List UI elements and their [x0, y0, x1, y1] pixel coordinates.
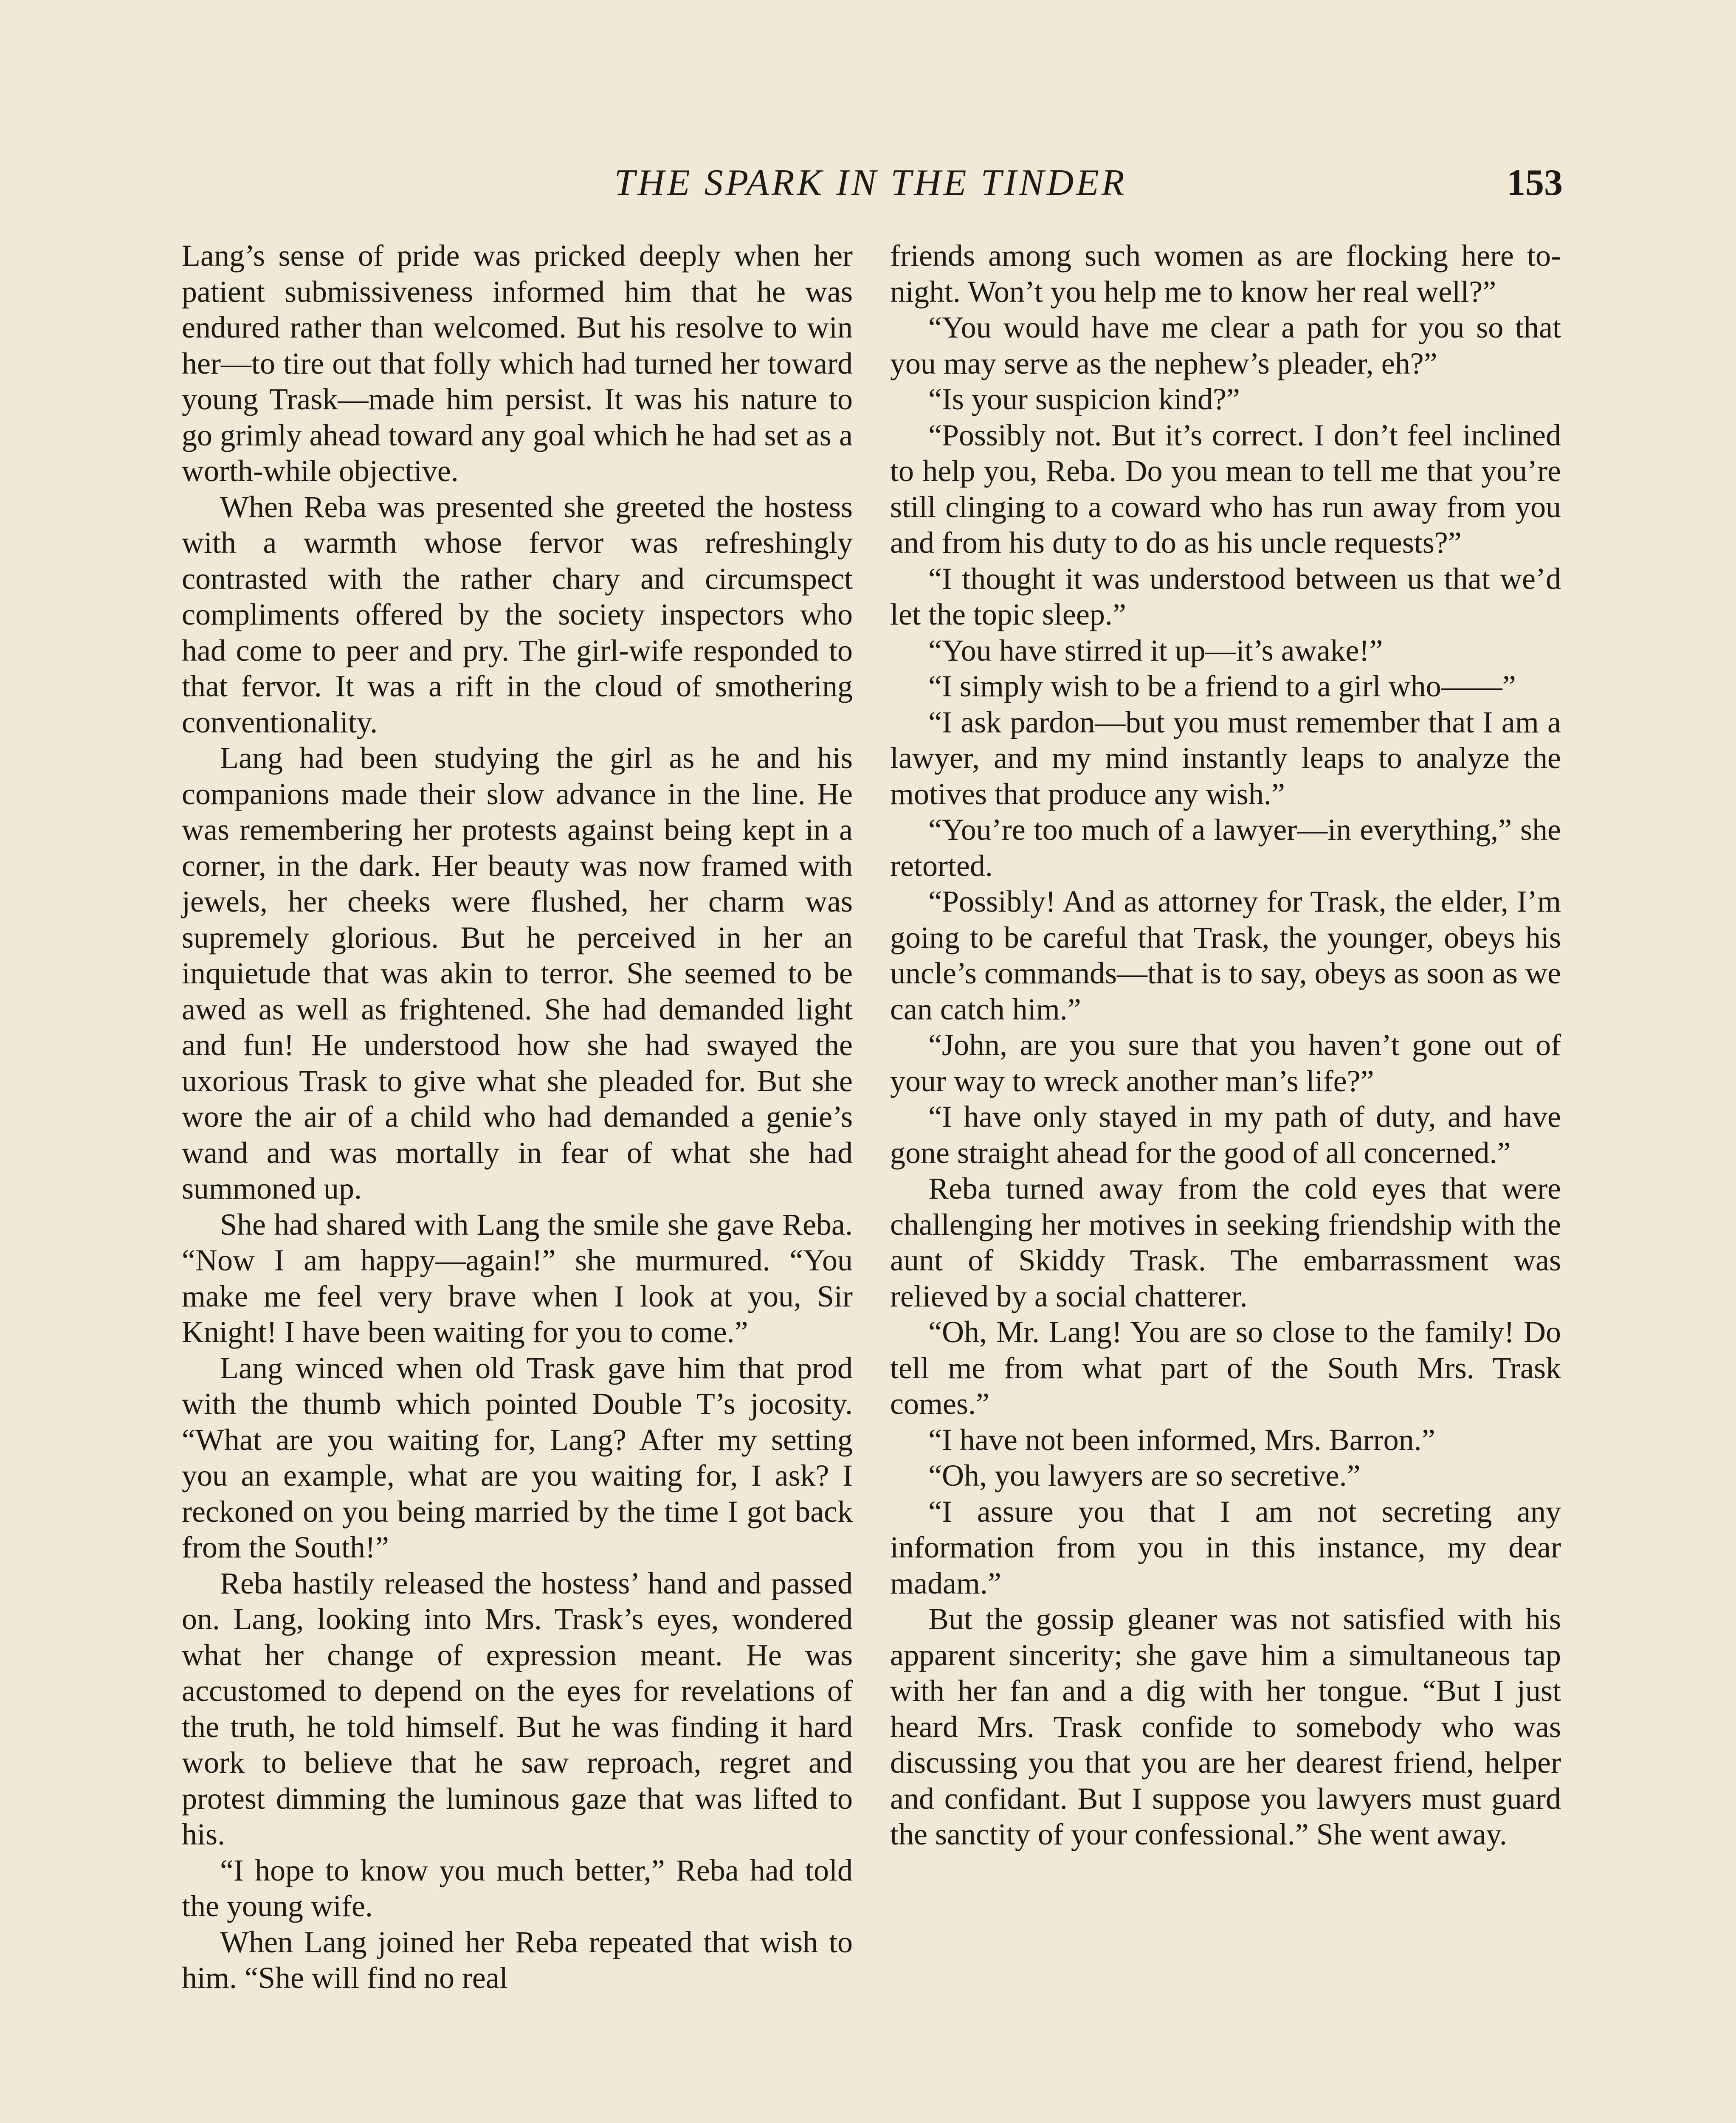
paragraph: She had shared with Lang the smile she gave Reba. “Now I am happy—again!” she murmured. “You make me feel very brave when I look at you, Sir Knight! I have been waiting for you to come.”	[182, 1207, 853, 1349]
paragraph: friends among such women as are flocking here to-night. Won’t you help me to know her real well?”	[890, 239, 1561, 309]
paragraph: “Possibly! And as attorney for Trask, the elder, I’m going to be careful that Trask, the younger, obeys his uncle’s commands—that is to say, obeys as soon as we can catch him.”	[890, 884, 1561, 1026]
paragraph: Lang had been studying the girl as he and his companions made their slow advance in the line. He was remembering her protests against being kept in a corner, in the dark. Her beauty was now framed with jewels, her cheeks were flushed, her charm was supremely glorious. But he perceived in her an inquietude that was akin to terror. She seemed to be awed as well as frightened. She had demanded light and fun! He understood how she had swayed the uxorious Trask to give what she pleaded for. But she wore the air of a child who had demanded a genie’s wand and was mortally in fear of what she had summoned up.	[182, 741, 853, 1205]
paragraph: When Lang joined her Reba repeated that wish to him. “She will find no real	[182, 1925, 853, 1995]
paragraph: But the gossip gleaner was not satisfied with his apparent sincerity; she gave him a simultaneous tap with her fan and a dig with her tongue. “But I just heard Mrs. Trask confide to somebody who was discussing you that you are her dearest friend, helper and confidant. But I suppose you lawyers must guard the sanctity of your confessional.” She went away.	[890, 1602, 1561, 1851]
paragraph: “I have only stayed in my path of duty, and have gone straight ahead for the good of all concerned.”	[890, 1100, 1561, 1170]
paragraph: Reba hastily released the hostess’ hand and passed on. Lang, looking into Mrs. Trask’s eyes, wondered what her change of expression meant. He was accustomed to depend on the eyes for revelations of the truth, he told himself. But he was finding it hard work to believe that he saw reproach, regret and protest dimming the luminous gaze that was lifted to his.	[182, 1566, 853, 1851]
paragraph: “Possibly not. But it’s correct. I don’t feel inclined to help you, Reba. Do you mean to tell me that you’re still clinging to a coward who has run away from you and from his duty to do as his uncle requests?”	[890, 418, 1561, 560]
paragraph: “I hope to know you much better,” Reba had told the young wife.	[182, 1853, 853, 1923]
paragraph: “You have stirred it up—it’s awake!”	[928, 633, 1383, 667]
running-title: THE SPARK IN THE TINDER	[614, 162, 1127, 203]
paragraph: “Is your suspicion kind?”	[928, 382, 1240, 416]
paragraph: “Oh, Mr. Lang! You are so close to the family! Do tell me from what part of the South Mrs. Trask comes.”	[890, 1315, 1561, 1421]
paragraph: “I assure you that I am not secreting any information from you in this instance, my dear madam.”	[890, 1494, 1561, 1600]
paragraph: “I simply wish to be a friend to a girl who——”	[928, 669, 1516, 703]
paragraph: Lang’s sense of pride was pricked deeply when her patient submissiveness informed him that he was endured rather than welcomed. But his resolve to win her—to tire out that folly which had turned her toward young Trask—made him persist. It was his nature to go grimly ahead toward any goal which he had set as a worth-while objective.	[182, 239, 853, 488]
right-column	[890, 238, 1561, 1853]
paragraph: “I ask pardon—but you must remember that I am a lawyer, and my mind instantly leaps to analyze the motives that produce any wish.”	[890, 705, 1561, 811]
page-header	[178, 161, 1563, 217]
paragraph: “John, are you sure that you haven’t gone out of your way to wreck another man’s life?”	[890, 1028, 1561, 1098]
paragraph: “You would have me clear a path for you so that you may serve as the nephew’s pleader, eh?”	[890, 310, 1561, 380]
paragraph: Reba turned away from the cold eyes that were challenging her motives in seeking friendship with the aunt of Skiddy Trask. The embarrassment was relieved by a social chatterer.	[890, 1171, 1561, 1313]
paragraph: “I have not been informed, Mrs. Barron.”	[928, 1422, 1435, 1457]
paragraph: When Reba was presented she greeted the hostess with a warmth whose fervor was refreshingly contrasted with the rather chary and circumspect compliments offered by the society inspectors who had come to peer and pry. The girl-wife responded to that fervor. It was a rift in the cloud of smothering conventionality.	[182, 490, 853, 739]
left-column	[182, 238, 853, 1996]
paragraph: “I thought it was understood between us that we’d let the topic sleep.”	[890, 561, 1561, 631]
paragraph: Lang winced when old Trask gave him that prod with the thumb which pointed Double T’s jocosity. “What are you waiting for, Lang? After my setting you an example, what are you waiting for, I ask? I reckoned on you being married by the time I got back from the South!”	[182, 1351, 853, 1564]
paragraph: “You’re too much of a lawyer—in everything,” she retorted.	[890, 813, 1561, 883]
page-number: 153	[1507, 162, 1563, 203]
paragraph: “Oh, you lawyers are so secretive.”	[928, 1459, 1361, 1492]
